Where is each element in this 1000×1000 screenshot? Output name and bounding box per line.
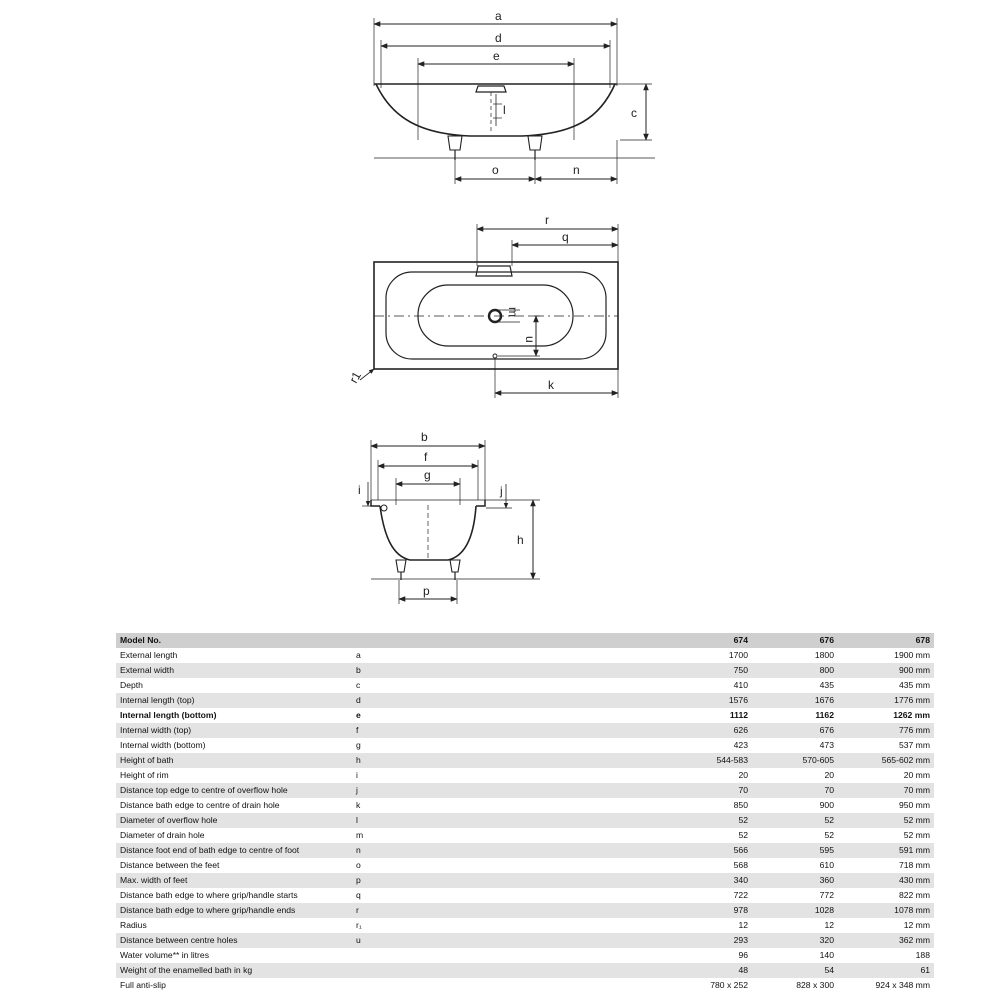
- row-value-676: 1028: [752, 903, 838, 918]
- row-value-678: 20 mm: [838, 768, 934, 783]
- row-letter: c: [352, 678, 692, 693]
- table-row: [116, 768, 934, 783]
- row-value-676: 54: [752, 963, 838, 978]
- row-value-676: 1676: [752, 693, 838, 708]
- row-value-676: 772: [752, 888, 838, 903]
- row-value-678: 1262 mm: [838, 708, 934, 723]
- row-letter: a: [352, 648, 692, 663]
- header-model-674: 674: [692, 633, 752, 648]
- table-row: [116, 903, 934, 918]
- row-value-678: 430 mm: [838, 873, 934, 888]
- row-letter: f: [352, 723, 692, 738]
- row-value-676: 320: [752, 933, 838, 948]
- row-value-678: 565-602 mm: [838, 753, 934, 768]
- row-value-674: 568: [692, 858, 752, 873]
- label-d: d: [495, 31, 502, 45]
- row-value-676: 70: [752, 783, 838, 798]
- label-l: l: [503, 103, 506, 117]
- row-value-676: 52: [752, 828, 838, 843]
- end-view-drawing: [362, 440, 540, 604]
- row-value-678: 1078 mm: [838, 903, 934, 918]
- row-label: Diameter of overflow hole: [116, 813, 352, 828]
- row-value-678: 362 mm: [838, 933, 934, 948]
- label-g: g: [424, 468, 431, 482]
- row-value-676: 52: [752, 813, 838, 828]
- label-r: r: [545, 213, 549, 227]
- table-row: [116, 798, 934, 813]
- table-row: [116, 678, 934, 693]
- row-label: Internal width (bottom): [116, 738, 352, 753]
- label-u: u: [523, 336, 537, 343]
- row-label: Height of rim: [116, 768, 352, 783]
- row-value-676: 570-605: [752, 753, 838, 768]
- row-letter: k: [352, 798, 692, 813]
- row-letter: b: [352, 663, 692, 678]
- row-value-678: 52 mm: [838, 813, 934, 828]
- row-value-674: 52: [692, 813, 752, 828]
- row-label: Full anti-slip: [116, 978, 352, 993]
- row-label: Internal length (top): [116, 693, 352, 708]
- row-label: Internal length (bottom): [116, 708, 352, 723]
- table-row: [116, 918, 934, 933]
- row-label: Distance between the feet: [116, 858, 352, 873]
- row-value-676: 800: [752, 663, 838, 678]
- row-value-674: 750: [692, 663, 752, 678]
- row-label: Height of bath: [116, 753, 352, 768]
- row-value-674: 626: [692, 723, 752, 738]
- label-a: a: [495, 9, 502, 23]
- row-letter: q: [352, 888, 692, 903]
- row-value-674: 1700: [692, 648, 752, 663]
- row-value-674: 722: [692, 888, 752, 903]
- table-row: [116, 963, 934, 978]
- side-view-drawing: [374, 18, 655, 184]
- table-row: [116, 708, 934, 723]
- row-value-678: 950 mm: [838, 798, 934, 813]
- row-letter: n: [352, 843, 692, 858]
- row-label: Depth: [116, 678, 352, 693]
- row-letter: [352, 963, 692, 978]
- label-c: c: [631, 106, 637, 120]
- row-value-674: 48: [692, 963, 752, 978]
- row-label: Distance top edge to centre of overflow hole: [116, 783, 352, 798]
- table-row: [116, 648, 934, 663]
- row-label: Max. width of feet: [116, 873, 352, 888]
- row-value-674: 52: [692, 828, 752, 843]
- table-row: [116, 813, 934, 828]
- table-row: [116, 843, 934, 858]
- row-label: Distance bath edge to centre of drain hole: [116, 798, 352, 813]
- row-label: Internal width (top): [116, 723, 352, 738]
- row-value-674: 566: [692, 843, 752, 858]
- row-value-674: 96: [692, 948, 752, 963]
- label-n: n: [573, 163, 580, 177]
- label-e: e: [493, 49, 500, 63]
- label-o: o: [492, 163, 499, 177]
- row-value-674: 544-583: [692, 753, 752, 768]
- table-row: [116, 888, 934, 903]
- header-label: Model No.: [116, 633, 352, 648]
- row-letter: h: [352, 753, 692, 768]
- row-value-678: 924 x 348 mm: [838, 978, 934, 993]
- row-label: Distance foot end of bath edge to centre of foot: [116, 843, 352, 858]
- row-value-674: 1576: [692, 693, 752, 708]
- row-value-678: 52 mm: [838, 828, 934, 843]
- label-q: q: [562, 230, 569, 244]
- row-label: External width: [116, 663, 352, 678]
- table-row: [116, 948, 934, 963]
- row-letter: u: [352, 933, 692, 948]
- row-label: Radius: [116, 918, 352, 933]
- table-header-row: [116, 633, 934, 648]
- row-value-678: 435 mm: [838, 678, 934, 693]
- row-value-676: 20: [752, 768, 838, 783]
- label-k: k: [548, 378, 554, 392]
- label-r1: r1: [346, 369, 364, 386]
- row-value-678: 776 mm: [838, 723, 934, 738]
- table-row: [116, 978, 934, 993]
- row-label: Weight of the enamelled bath in kg: [116, 963, 352, 978]
- row-label: Diameter of drain hole: [116, 828, 352, 843]
- row-label: Distance between centre holes: [116, 933, 352, 948]
- table-row: [116, 933, 934, 948]
- row-value-676: 900: [752, 798, 838, 813]
- row-value-676: 595: [752, 843, 838, 858]
- row-letter: i: [352, 768, 692, 783]
- row-value-676: 1162: [752, 708, 838, 723]
- header-letter: [352, 633, 692, 648]
- row-value-678: 1776 mm: [838, 693, 934, 708]
- row-value-678: 1900 mm: [838, 648, 934, 663]
- label-b: b: [421, 430, 428, 444]
- row-value-674: 850: [692, 798, 752, 813]
- row-value-674: 1112: [692, 708, 752, 723]
- row-value-678: 12 mm: [838, 918, 934, 933]
- row-value-674: 780 x 252: [692, 978, 752, 993]
- row-label: External length: [116, 648, 352, 663]
- row-label: Distance bath edge to where grip/handle ends: [116, 903, 352, 918]
- label-h: h: [517, 533, 524, 547]
- row-value-676: 435: [752, 678, 838, 693]
- label-f: f: [424, 450, 428, 464]
- table-row: [116, 723, 934, 738]
- row-value-674: 70: [692, 783, 752, 798]
- row-value-674: 410: [692, 678, 752, 693]
- row-letter: l: [352, 813, 692, 828]
- table-row: [116, 858, 934, 873]
- row-letter: [352, 948, 692, 963]
- row-letter: m: [352, 828, 692, 843]
- row-value-674: 20: [692, 768, 752, 783]
- row-letter: o: [352, 858, 692, 873]
- row-value-676: 1800: [752, 648, 838, 663]
- row-value-676: 473: [752, 738, 838, 753]
- table-row: [116, 783, 934, 798]
- row-letter: j: [352, 783, 692, 798]
- table-row: [116, 663, 934, 678]
- row-value-678: 591 mm: [838, 843, 934, 858]
- row-value-678: 188: [838, 948, 934, 963]
- row-value-676: 360: [752, 873, 838, 888]
- table-row: [116, 753, 934, 768]
- row-letter: e: [352, 708, 692, 723]
- spec-table: [116, 633, 934, 993]
- row-letter: d: [352, 693, 692, 708]
- row-value-674: 12: [692, 918, 752, 933]
- row-value-678: 61: [838, 963, 934, 978]
- spec-table-body: [116, 633, 934, 993]
- row-letter: g: [352, 738, 692, 753]
- row-value-674: 978: [692, 903, 752, 918]
- row-value-674: 293: [692, 933, 752, 948]
- row-label: Distance bath edge to where grip/handle starts: [116, 888, 352, 903]
- row-value-678: 70 mm: [838, 783, 934, 798]
- row-letter: p: [352, 873, 692, 888]
- row-value-678: 822 mm: [838, 888, 934, 903]
- row-value-678: 900 mm: [838, 663, 934, 678]
- row-value-676: 828 x 300: [752, 978, 838, 993]
- row-letter: r₁: [352, 918, 692, 933]
- table-row: [116, 693, 934, 708]
- label-p: p: [423, 584, 430, 598]
- row-value-676: 12: [752, 918, 838, 933]
- label-i: i: [358, 483, 361, 497]
- row-value-674: 423: [692, 738, 752, 753]
- label-j: j: [500, 484, 503, 498]
- row-value-676: 140: [752, 948, 838, 963]
- row-value-678: 537 mm: [838, 738, 934, 753]
- table-row: [116, 873, 934, 888]
- row-value-676: 676: [752, 723, 838, 738]
- table-row: [116, 738, 934, 753]
- table-row: [116, 828, 934, 843]
- row-value-674: 340: [692, 873, 752, 888]
- row-value-678: 718 mm: [838, 858, 934, 873]
- row-letter: [352, 978, 692, 993]
- row-label: Water volume** in litres: [116, 948, 352, 963]
- row-value-676: 610: [752, 858, 838, 873]
- header-model-678: 678: [838, 633, 934, 648]
- top-view-drawing: [360, 224, 618, 398]
- label-m: m: [506, 307, 520, 317]
- header-model-676: 676: [752, 633, 838, 648]
- row-letter: r: [352, 903, 692, 918]
